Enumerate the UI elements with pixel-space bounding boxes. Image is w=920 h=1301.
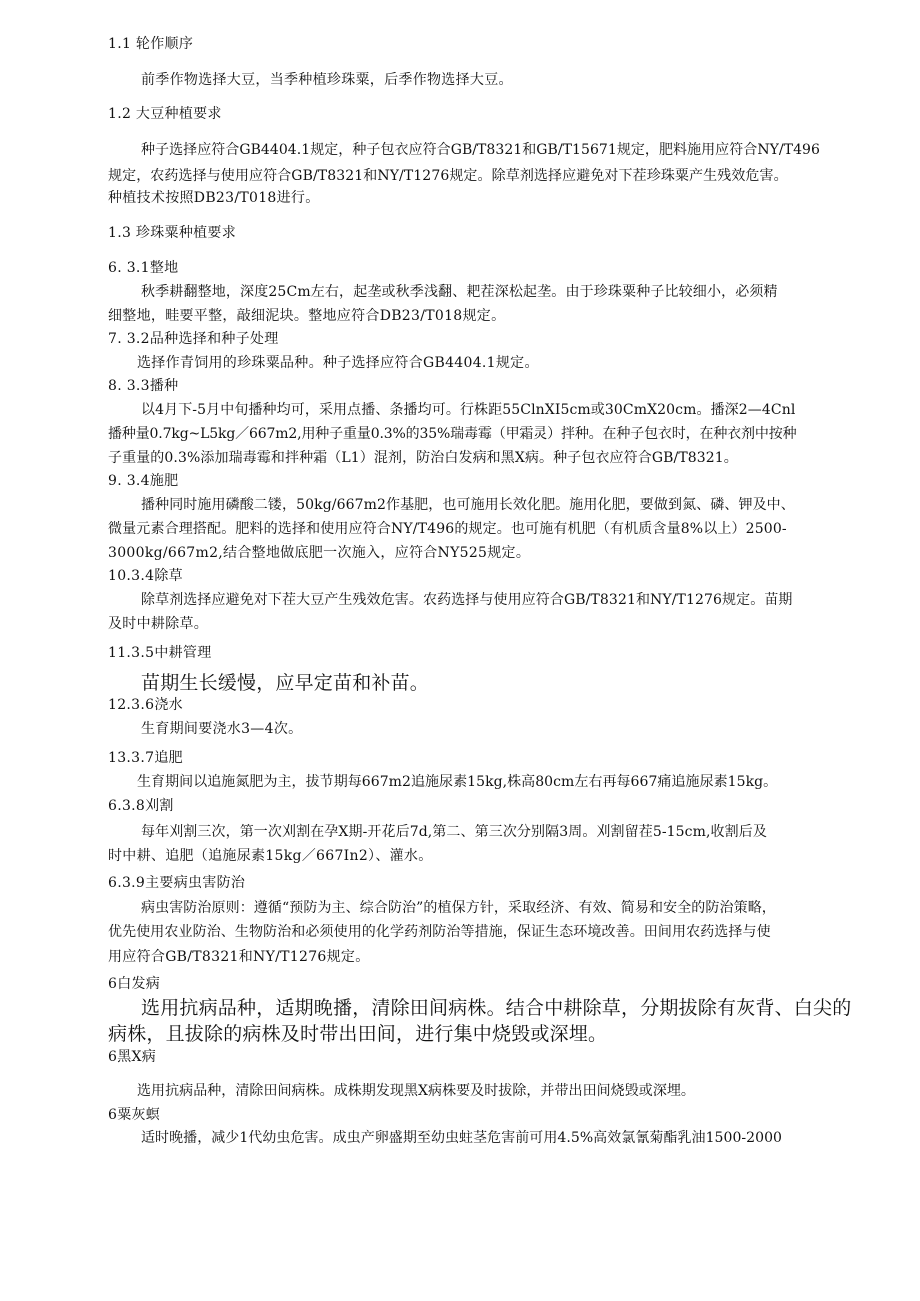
paragraph-line: 选择作青饲用的珍珠粟品种。种子选择应符合GB4404.1规定。 bbox=[137, 355, 539, 371]
paragraph-line: 子重量的0.3%添加瑞毒霉和拌种霜（L1）混剂，防治白发病和黑X病。种子包衣应符合GB/T8321。 bbox=[108, 450, 738, 466]
subsection-heading: 6.3.9主要病虫害防治 bbox=[108, 875, 246, 891]
paragraph-line: 3000kg/667m2,结合整地做底肥一次施入，应符合NY525规定。 bbox=[108, 545, 531, 561]
paragraph-line: 用应符合GB/T8321和NY/T1276规定。 bbox=[108, 949, 370, 965]
paragraph-line: 播种量0.7kg~L5kg／667m2,用种子重量0.3%的35%瑞毒霉（甲霜灵）拌种。在种子包衣时，在种衣剂中按种 bbox=[108, 426, 797, 442]
paragraph-line: 苗期生长缓慢，应早定苗和补苗。 bbox=[141, 672, 430, 694]
paragraph-line: 除草剂选择应避免对下茬大豆产生残效危害。农药选择与使用应符合GB/T8321和NY/T1276规定。苗期 bbox=[141, 592, 793, 608]
paragraph-line: 每年刈割三次，第一次刈割在孕X期-开花后7d,第二、第三次分别隔3周。刈割留茬5-15cm,收割后及 bbox=[141, 824, 767, 840]
paragraph-line: 生育期间以追施氮肥为主，拔节期每667m2追施尿素15kg,株高80cm左右再每667痛追施尿素15kg。 bbox=[137, 774, 778, 790]
section-heading: 1.3 珍珠粟种植要求 bbox=[108, 225, 237, 241]
paragraph-line: 细整地，畦要平整，敲细泥块。整地应符合DB23/T018规定。 bbox=[108, 308, 506, 324]
paragraph-line: 适时晚播，减少1代幼虫危害。成虫产卵盛期至幼虫蛀茎危害前可用4.5%高效氯氰菊酯乳油1500-2000 bbox=[141, 1130, 783, 1146]
subsection-heading: 6白发病 bbox=[108, 976, 161, 992]
section-heading: 1.2 大豆种植要求 bbox=[108, 106, 222, 122]
paragraph-line: 前季作物选择大豆，当季种植珍珠粟，后季作物选择大豆。 bbox=[141, 72, 513, 88]
paragraph-line: 生育期间要浇水3—4次。 bbox=[141, 721, 303, 737]
paragraph-line: 及时中耕除草。 bbox=[108, 616, 209, 632]
subsection-heading: 6.3.8刈割 bbox=[108, 798, 174, 814]
paragraph-line: 时中耕、追肥（追施尿素15kg／667In2）、灌水。 bbox=[108, 848, 433, 864]
paragraph-line: 种植技术按照DB23/T018进行。 bbox=[108, 190, 320, 206]
paragraph-line: 微量元素合理搭配。肥料的选择和使用应符合NY/T496的规定。也可施有机肥（有机质含量8%以上）2500- bbox=[108, 521, 787, 537]
paragraph-line: 规定，农药选择与使用应符合GB/T8321和NY/T1276规定。除草剂选择应避免对下茬珍珠粟产生残效危害。 bbox=[108, 168, 788, 184]
subsection-heading: 11.3.5中耕管理 bbox=[108, 645, 212, 661]
subsection-heading: 8. 3.3播种 bbox=[108, 378, 179, 394]
paragraph-line: 优先使用农业防治、生物防治和必须使用的化学药剂防治等措施，保证生态环境改善。田间用农药选择与使 bbox=[108, 924, 771, 940]
paragraph-line: 选用抗病品种，适期晚播，清除田间病株。结合中耕除草，分期拔除有灰背、白尖的 bbox=[141, 997, 852, 1019]
subsection-heading: 6黑X病 bbox=[108, 1049, 157, 1065]
paragraph-line: 播种同时施用磷酸二镂，50kg/667m2作基肥，也可施用长效化肥。施用化肥，要做到氮、磷、钾及中、 bbox=[141, 497, 795, 513]
subsection-heading: 7. 3.2品种选择和种子处理 bbox=[108, 331, 279, 347]
paragraph-line: 病株，且拔除的病株及时带出田间，进行集中烧毁或深埋。 bbox=[108, 1023, 608, 1045]
subsection-heading: 12.3.6浇水 bbox=[108, 697, 183, 713]
paragraph-line: 秋季耕翻整地，深度25Cm左右，起垄或秋季浅翻、耙茬深松起垄。由于珍珠粟种子比较细小，必须精 bbox=[141, 284, 778, 300]
subsection-heading: 6粟灰螟 bbox=[108, 1107, 161, 1123]
paragraph-line: 以4月下-5月中旬播种均可，采用点播、条播均可。行株距55ClnXI5cm或30CmX20cm。播深2—4Cnl bbox=[141, 402, 796, 418]
paragraph-line: 种子选择应符合GB4404.1规定，种子包衣应符合GB/T8321和GB/T15671规定，肥料施用应符合NY/T496 bbox=[141, 142, 820, 158]
section-heading: 1.1 轮作顺序 bbox=[108, 36, 194, 52]
paragraph-line: 病虫害防治原则：遵循“预防为主、综合防治”的植保方针，采取经济、有效、简易和安全的防治策略， bbox=[141, 900, 776, 916]
subsection-heading: 9. 3.4施肥 bbox=[108, 473, 179, 489]
subsection-heading: 13.3.7追肥 bbox=[108, 750, 183, 766]
paragraph-line: 选用抗病品种，清除田间病株。成株期发现黑X病株要及时拔除，并带出田间烧毁或深埋。 bbox=[137, 1083, 695, 1099]
subsection-heading: 6. 3.1整地 bbox=[108, 260, 179, 276]
subsection-heading: 10.3.4除草 bbox=[108, 568, 183, 584]
